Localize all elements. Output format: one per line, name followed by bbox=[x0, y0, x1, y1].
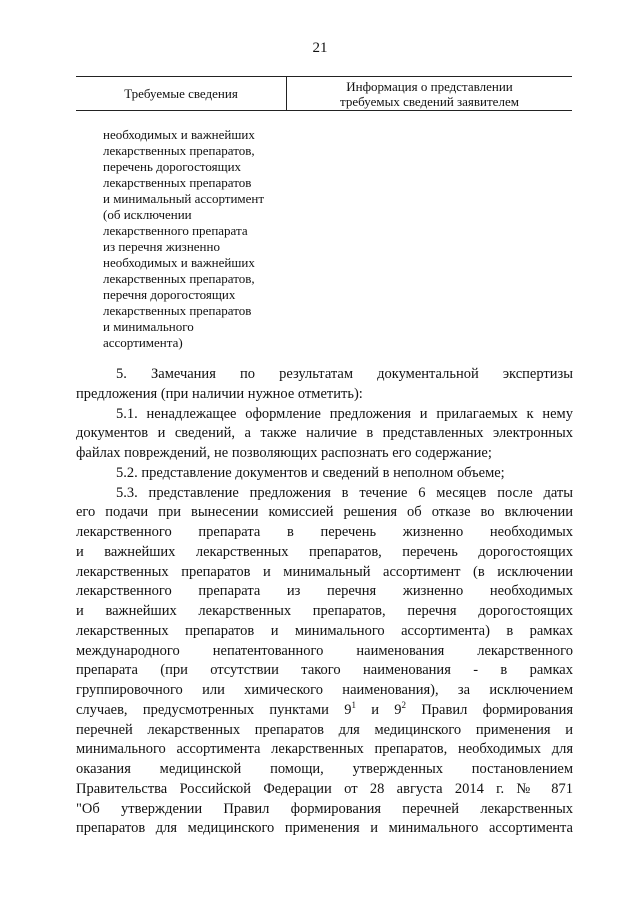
cell-line: и минимального bbox=[103, 319, 194, 334]
cell-line: лекарственных препаратов, bbox=[103, 143, 255, 158]
table-header-applicant-info-line-1: Информация о представлении bbox=[346, 79, 513, 94]
text-fragment: 1 bbox=[351, 699, 356, 710]
text-line: 5.1. ненадлежащее оформление предложения и прилагаемых к нему bbox=[116, 405, 573, 422]
text-fragment: 9 bbox=[344, 701, 352, 718]
cell-line: из перечня жизненно bbox=[103, 239, 220, 254]
text-line: предложения (при наличии нужное отметить): bbox=[76, 385, 363, 402]
text-line: лекарственного препарата из перечня жизненно необходимых bbox=[76, 583, 573, 600]
table-cell-required-info bbox=[103, 127, 303, 351]
cell-line: перечня дорогостоящих bbox=[103, 287, 236, 302]
table-header-applicant-info bbox=[287, 79, 572, 109]
text-line: перечней лекарственных препаратов для медицинского применения и bbox=[76, 721, 573, 738]
cell-line: лекарственных препаратов, bbox=[103, 271, 255, 286]
text-fragment: случаев, предусмотренных пунктами bbox=[76, 701, 329, 718]
text-line: минимального ассортимента лекарственных препаратов, необходимых для bbox=[76, 741, 573, 758]
table-header bbox=[76, 76, 572, 111]
cell-line: и минимальный ассортимент bbox=[103, 191, 265, 206]
cell-line: (об исключении bbox=[103, 207, 192, 222]
page-number: 21 bbox=[312, 40, 328, 56]
cell-line: необходимых и важнейших bbox=[103, 255, 255, 270]
text-line: лекарственного препарата в перечень жизненно необходимых bbox=[76, 524, 573, 540]
cell-line: лекарственных препаратов bbox=[103, 175, 252, 190]
text-line: документов и сведений, а также наличие в представленных электронных bbox=[76, 425, 573, 442]
text-line: 5.2. представление документов и сведений в неполном объеме; bbox=[116, 464, 505, 481]
text-line: файлах повреждений, не позволяющих распознать его содержание; bbox=[76, 445, 492, 461]
cell-line: лекарственных препаратов bbox=[103, 303, 252, 318]
text-line bbox=[76, 701, 573, 721]
text-line: и важнейших лекарственных препаратов, перечень дорогостоящих bbox=[76, 543, 573, 560]
text-line: оказания медицинской помощи, утвержденных постановлением bbox=[76, 761, 573, 777]
cell-line: ассортимента) bbox=[103, 335, 183, 350]
text-line: "Об утверждении Правил формирования перечней лекарственных bbox=[76, 800, 573, 817]
cell-line: необходимых и важнейших bbox=[103, 127, 255, 142]
text-fragment: 2 bbox=[401, 699, 407, 710]
text-line: группировочного или химического наименования), за исключением bbox=[76, 682, 573, 698]
text-line: его подачи при вынесении комиссией решения об отказе во включении bbox=[76, 504, 573, 521]
text-line: лекарственных препаратов и минимальный ассортимент (в исключении bbox=[76, 563, 573, 580]
text-line: и важнейших лекарственных препаратов, перечня дорогостоящих bbox=[76, 603, 573, 619]
text-line: 5. Замечания по результатам документальной экспертизы bbox=[116, 366, 573, 382]
text-fragment: 9 bbox=[394, 701, 402, 718]
text-line: международного непатентованного наименования лекарственного bbox=[76, 642, 573, 659]
text-line: препаратов для медицинского применения и минимального ассортимента bbox=[76, 820, 573, 837]
cell-line: перечень дорогостоящих bbox=[103, 159, 242, 174]
table-header-required-info: Требуемые сведения bbox=[124, 86, 238, 101]
text-line: препарата (при отсутствии такого наименования - в рамках bbox=[76, 662, 573, 679]
table-header-applicant-info-line-2: требуемых сведений заявителем bbox=[340, 94, 519, 109]
cell-line: лекарственного препарата bbox=[103, 223, 248, 238]
text-fragment: и bbox=[355, 701, 395, 718]
document-body bbox=[76, 365, 573, 839]
text-fragment: Правил формирования bbox=[406, 701, 574, 718]
text-line: лекарственных препаратов и минимального ассортимента) в рамках bbox=[76, 622, 573, 639]
text-line: 5.3. представление предложения в течение 6 месяцев после даты bbox=[116, 484, 573, 501]
text-line: Правительства Российской Федерации от 28 августа 2014 г. № 871 bbox=[76, 780, 573, 797]
